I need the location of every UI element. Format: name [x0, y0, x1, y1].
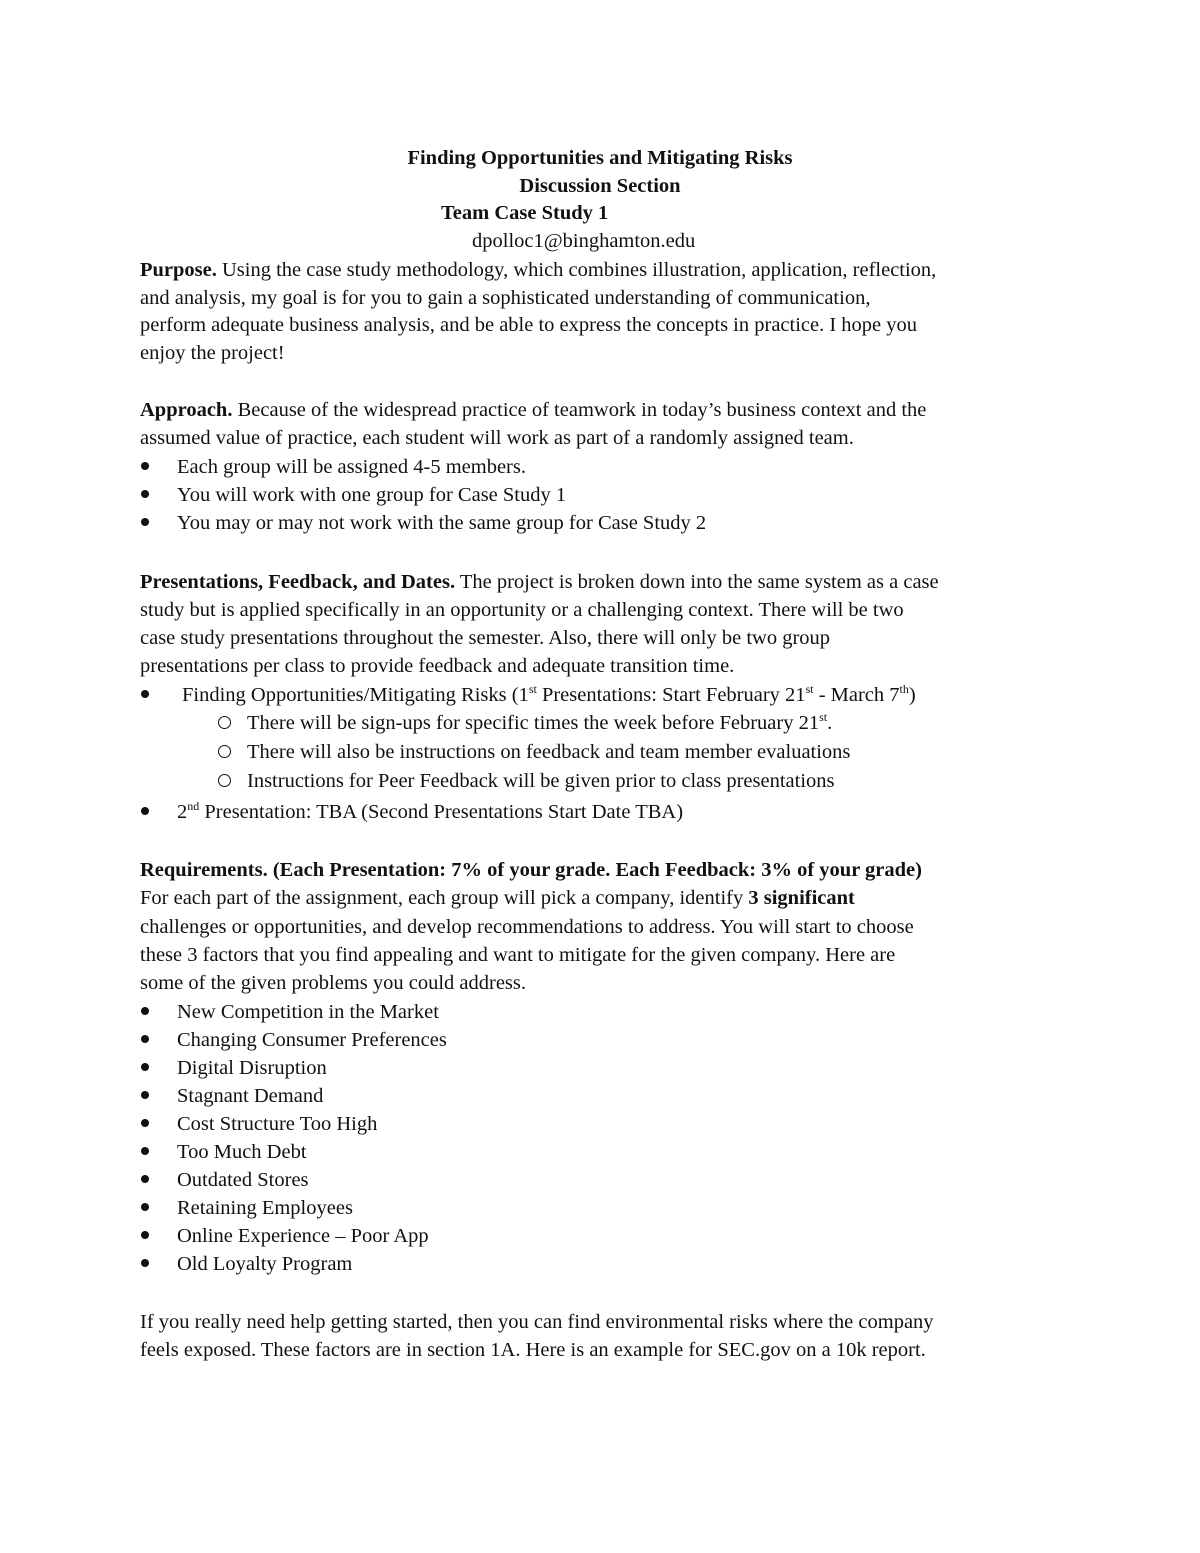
- email-address: dpolloc1@binghamton.edu: [472, 230, 696, 252]
- bullet-icon: [141, 1007, 149, 1015]
- list-item: New Competition in the Market: [177, 1001, 439, 1023]
- list-item: Outdated Stores: [177, 1169, 309, 1191]
- list-item-second-presentation: 2nd Presentation: TBA (Second Presentations Start Date TBA): [177, 799, 684, 823]
- purpose-line-3: perform adequate business analysis, and be able to express the concepts in practice. I hope you: [140, 314, 918, 336]
- list-item: Retaining Employees: [177, 1197, 353, 1219]
- bullet-icon: [141, 1203, 149, 1211]
- requirements-line-4: some of the given problems you could address.: [140, 972, 527, 994]
- bullet-icon: [141, 518, 149, 526]
- list-item: You may or may not work with the same group for Case Study 2: [177, 512, 707, 534]
- sub-list-item: Instructions for Peer Feedback will be given prior to class presentations: [247, 770, 835, 792]
- bullet-icon: [141, 690, 149, 698]
- bullet-icon: [141, 1175, 149, 1183]
- presentations-heading: Presentations, Feedback, and Dates.: [140, 571, 456, 593]
- document-title: Finding Opportunities and Mitigating Risks: [407, 147, 793, 169]
- bullet-icon: [141, 1231, 149, 1239]
- circle-bullet-icon: [218, 716, 231, 729]
- list-item: Cost Structure Too High: [177, 1113, 378, 1135]
- bullet-icon: [141, 1035, 149, 1043]
- requirements-line-1: For each part of the assignment, each group will pick a company, identify 3 significant: [140, 887, 855, 909]
- bullet-icon: [141, 1091, 149, 1099]
- closing-line-2: feels exposed. These factors are in section 1A. Here is an example for SEC.gov on a 10k report.: [140, 1339, 926, 1361]
- list-item: Too Much Debt: [177, 1141, 307, 1163]
- presentations-line-1: Presentations, Feedback, and Dates. The project is broken down into the same system as a case: [140, 571, 939, 593]
- presentations-line-4: presentations per class to provide feedback and adequate transition time.: [140, 655, 735, 677]
- approach-line-1: Approach. Because of the widespread practice of teamwork in today’s business context and the: [140, 399, 927, 421]
- list-item: Each group will be assigned 4-5 members.: [177, 456, 526, 478]
- list-item: Old Loyalty Program: [177, 1253, 353, 1275]
- purpose-heading: Purpose.: [140, 259, 217, 281]
- bullet-icon: [141, 1147, 149, 1155]
- circle-bullet-icon: [218, 774, 231, 787]
- presentations-line-3: case study presentations throughout the semester. Also, there will only be two group: [140, 627, 831, 649]
- section-title: Discussion Section: [519, 175, 681, 197]
- approach-heading: Approach.: [140, 399, 233, 421]
- case-study-title: Team Case Study 1: [441, 202, 609, 224]
- bullet-icon: [141, 1063, 149, 1071]
- requirements-heading: Requirements. (Each Presentation: 7% of your grade. Each Feedback: 3% of your grade): [140, 859, 922, 881]
- bullet-icon: [141, 1259, 149, 1267]
- list-item: You will work with one group for Case Study 1: [177, 484, 567, 506]
- list-item-first-presentation: Finding Opportunities/Mitigating Risks (1st Presentations: Start February 21st - March 7th): [182, 682, 916, 706]
- bullet-icon: [141, 490, 149, 498]
- list-item: Online Experience – Poor App: [177, 1225, 429, 1247]
- sub-list-item: There will be sign-ups for specific times the week before February 21st.: [247, 710, 833, 734]
- list-item: Digital Disruption: [177, 1057, 327, 1079]
- purpose-line-4: enjoy the project!: [140, 342, 285, 364]
- sub-list-item: There will also be instructions on feedback and team member evaluations: [247, 741, 851, 763]
- approach-line-2: assumed value of practice, each student will work as part of a randomly assigned team.: [140, 427, 854, 449]
- bullet-icon: [141, 462, 149, 470]
- purpose-line-2: and analysis, my goal is for you to gain a sophisticated understanding of communication,: [140, 287, 871, 309]
- closing-line-1: If you really need help getting started, then you can find environmental risks where the company: [140, 1311, 934, 1333]
- requirements-line-2: challenges or opportunities, and develop recommendations to address. You will start to choose: [140, 916, 914, 938]
- circle-bullet-icon: [218, 745, 231, 758]
- purpose-line-1: Purpose. Using the case study methodology, which combines illustration, application, reflection,: [140, 259, 937, 281]
- bullet-icon: [141, 807, 149, 815]
- bullet-icon: [141, 1119, 149, 1127]
- presentations-line-2: study but is applied specifically in an opportunity or a challenging context. There will be two: [140, 599, 904, 621]
- list-item: Stagnant Demand: [177, 1085, 324, 1107]
- requirements-line-3: these 3 factors that you find appealing and want to mitigate for the given company. Here are: [140, 944, 896, 966]
- list-item: Changing Consumer Preferences: [177, 1029, 447, 1051]
